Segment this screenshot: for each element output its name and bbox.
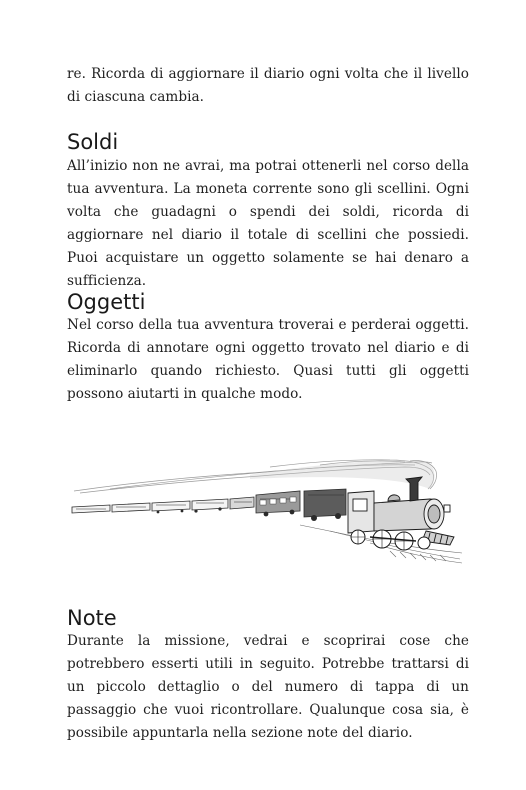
paragraph-oggetti: Nel corso della tua avventura troverai e perderai oggetti. Ricorda di annotare ogni oggetto trovato nel diario e di eliminarlo quando richiesto. Quasi tutti gli oggetti possono aiutarti in qualche modo. bbox=[67, 317, 469, 402]
paragraph-soldi: All’inizio non ne avrai, ma potrai ottenerli nel corso della tua avventura. La moneta corrente sono gli scellini. Ogni volta che guadagni o spendi dei soldi, ricorda di aggiornare nel diario il totale di scellini che possiedi. Puoi acquistare un oggetto solamente se hai denaro a sufficienza. bbox=[67, 158, 469, 289]
steam-train-icon bbox=[70, 455, 466, 567]
heading-soldi: Soldi bbox=[67, 130, 119, 154]
paragraph-note: Durante la missione, vedrai e scoprirai cose che potrebbero esserti utili in seguito. Potrebbe trattarsi di un piccolo dettaglio o del numero di tappa di un passaggio che vuoi ricontrollare. Qualunque cosa sia, è possibile appuntarla nella sezione note del diario. bbox=[67, 633, 469, 741]
heading-note: Note bbox=[67, 606, 117, 630]
intro-paragraph: re. Ricorda di aggiornare il diario ogni volta che il livello di ciascuna cambia. bbox=[67, 66, 469, 105]
heading-oggetti: Oggetti bbox=[67, 290, 146, 314]
